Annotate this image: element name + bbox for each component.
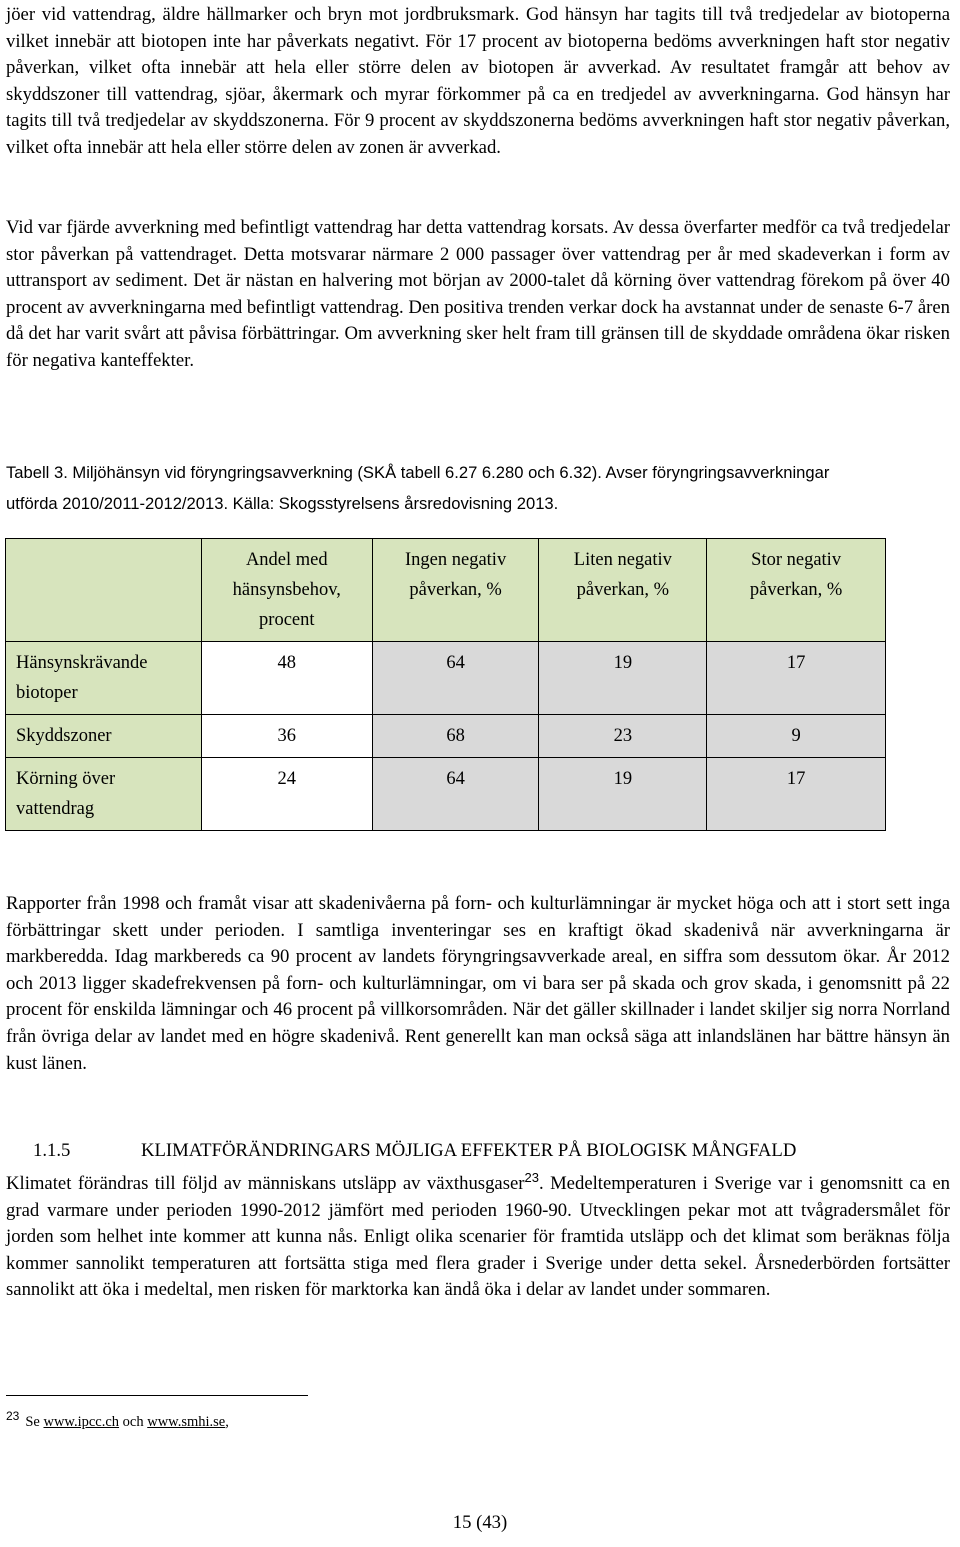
table-cell: 9 xyxy=(707,715,886,758)
footnote-divider xyxy=(6,1395,308,1396)
table-row xyxy=(6,642,886,715)
footnote xyxy=(6,1405,229,1433)
table-cell: 17 xyxy=(707,758,886,831)
table-cell: 48 xyxy=(201,642,372,715)
header-small-negative-impact: Liten negativ påverkan, % xyxy=(539,539,707,642)
footnote-prefix: Se xyxy=(25,1414,40,1430)
climate-text-start: Klimatet förändras till följd av människans utsläpp av växthusgaser xyxy=(6,1173,525,1194)
section-title: KLIMATFÖRÄNDRINGARS MÖJLIGA EFFEKTER PÅ BIOLOGISK MÅNGFALD xyxy=(141,1140,797,1161)
table-cell: 23 xyxy=(539,715,707,758)
table-cell: 17 xyxy=(707,642,886,715)
table-caption-line-1: Tabell 3. Miljöhänsyn vid föryngringsavverkning (SKÅ tabell 6.27 6.280 och 6.32). Avser föryngringsavverkningar xyxy=(6,463,830,482)
environmental-consideration-table xyxy=(5,538,886,831)
section-heading xyxy=(33,1138,953,1164)
table-cell: 64 xyxy=(372,642,539,715)
table-cell: 24 xyxy=(201,758,372,831)
footnote-reference[interactable]: 23 xyxy=(524,1170,539,1185)
header-large-negative-impact: Stor negativ påverkan, % xyxy=(707,539,886,642)
table-row xyxy=(6,715,886,758)
table-header-row xyxy=(6,539,886,642)
climate-text-rest: . Medeltemperaturen i Sverige var i genomsnitt ca en grad varmare under perioden 1990-2012 jämfört med perioden 1960-90. Utvecklingen pekar mot att tvågradersmålet för jorden som helhet inte kommer att kunna nås. Enligt olika scenarier för framtida utsläpp och det klimat som beräknas följa kommer sannolikt temperaturen att fortsätta stiga med flera grader i Sverige under detta sekel. Årsnederbörden fortsätter sannolikt att öka i medeltal, men risken för marktorka kan ändå öka i delar av landet under sommaren. xyxy=(6,1173,950,1301)
table-cell: 19 xyxy=(539,758,707,831)
header-no-negative-impact: Ingen negativ påverkan, % xyxy=(372,539,539,642)
table-cell: 64 xyxy=(372,758,539,831)
smhi-link[interactable]: www.smhi.se xyxy=(147,1414,226,1430)
row-label: Hänsynskrävande biotoper xyxy=(6,642,202,715)
row-label: Skyddszoner xyxy=(6,715,202,758)
header-share-needing-consideration: Andel med hänsynsbehov, procent xyxy=(201,539,372,642)
table-cell: 36 xyxy=(201,715,372,758)
footnote-number: 23 xyxy=(6,1409,20,1423)
table-cell: 68 xyxy=(372,715,539,758)
paragraph-climate xyxy=(6,1165,950,1304)
ipcc-link[interactable]: www.ipcc.ch xyxy=(43,1414,120,1430)
table-cell: 19 xyxy=(539,642,707,715)
footnote-conjunction: och xyxy=(122,1414,144,1430)
footnote-suffix: , xyxy=(225,1414,229,1430)
paragraph-stream-crossings: Vid var fjärde avverkning med befintligt vattendrag har detta vattendrag korsats. Av dessa överfarter medför ca två tredjedelar stor påverkan på vattendraget. Detta motsvarar närmare 2 000 passager över vattendrag per år med skadeverkan i form av uttransport av sediment. Det är nästan en halvering mot början av 2000-talet då körning över vattendrag förekom på över 40 procent av avverkningarna med befintligt vattendrag. Den positiva trenden verkar dock ha avstannat under de senaste 6-7 åren då det har varit svårt att påvisa förbättringar. Om avverkning sker helt fram till gränsen till de skyddade områdena ökar risken för negativa kanteffekter. xyxy=(6,217,950,371)
table-row xyxy=(6,758,886,831)
row-label: Körning över vattendrag xyxy=(6,758,202,831)
paragraph-cultural-remains: Rapporter från 1998 och framåt visar att skadenivåerna på forn- och kulturlämningar är mycket höga och att i stort sett inga förbättringar skett under perioden. I samtliga inventeringar ses en kraftigt ökad skadenivå när avverkningarna är markberedda. Idag markbereds ca 90 procent av landets föryngringsavverkade areal, en siffra som dessutom ökar. År 2012 och 2013 ligger skadefrekvensen på forn- och kulturlämningar, om vi bara ser på skada och grov skada, i genomsnitt på 22 procent för enskilda lämningar och 46 procent på villkorsområden. När det gäller skillnader i landet skiljer sig norra Norrland från övriga delar av landet med en högre skadenivå. Rent generellt kan man också säga att inlandslänen har bättre hänsyn än kust länen. xyxy=(6,893,950,1074)
page-number: 15 (43) xyxy=(452,1512,508,1533)
section-number: 1.1.5 xyxy=(33,1140,71,1161)
table-caption-line-2: utförda 2010/2011-2012/2013. Källa: Skogsstyrelsens årsredovisning 2013. xyxy=(6,494,559,513)
paragraph-habitats: jöer vid vattendrag, äldre hällmarker och bryn mot jordbruksmark. God hänsyn har tagits till två tredjedelar av biotoperna vilket innebär att biotopen inte har påverkats negativt. För 17 procent av biotoperna bedöms avverkningen haft stor negativ påverkan, vilket ofta innebär att hela eller större delen av biotopen är avverkad. Av resultatet framgår att behov av skyddszoner till vattendrag, sjöar, åkermark och myrar förkommer på ca en tredjedel av avverkningarna. God hänsyn har tagits till två tredjedelar av skyddszonerna. För 9 procent av skyddszonerna bedöms avverkningen haft stor negativ påverkan, vilket ofta innebär att hela eller större delen av zonen är avverkad. xyxy=(6,4,950,158)
table-corner-cell xyxy=(6,539,202,642)
